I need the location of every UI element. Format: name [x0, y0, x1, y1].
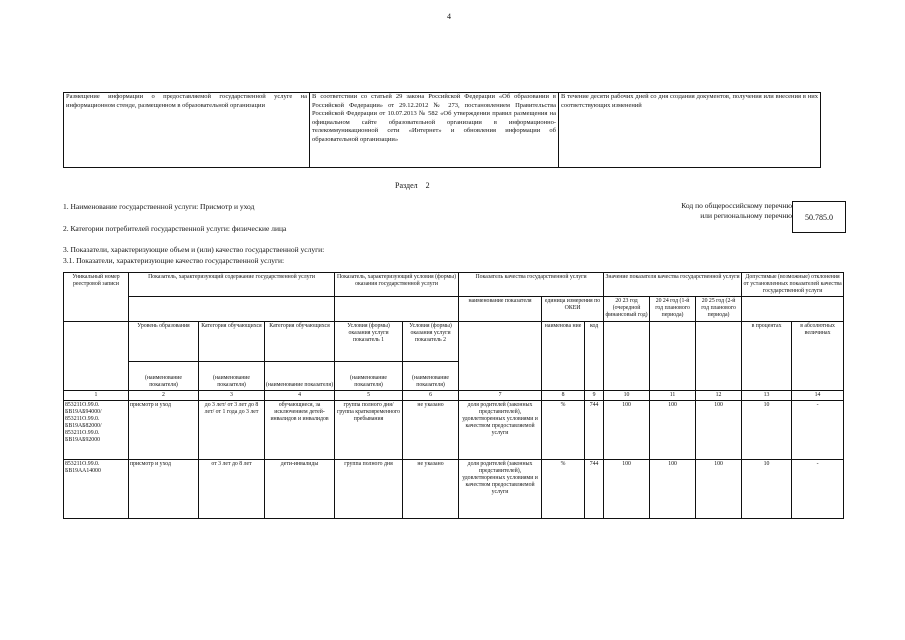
header-unit: единица измерения по ОКЕИ — [542, 297, 604, 322]
row2-unit: % — [542, 460, 585, 519]
indicators-heading: 3. Показатели, характеризующие объем и (или) качество государственной услуги: — [63, 245, 325, 254]
header-values: Значение показателя качества государственной услуги — [604, 273, 742, 297]
header-year-3: 20 25 год (2-й год планового периода) — [696, 297, 742, 322]
row2-absolute: - — [792, 460, 844, 519]
col-number: 10 — [604, 391, 650, 401]
table-row — [64, 460, 844, 519]
unique-number-spacer — [64, 322, 129, 391]
row2-registry-number: 853211О.99.0. БВ19АА14000 — [64, 460, 129, 519]
col-number: 5 — [335, 391, 403, 401]
table-row — [64, 273, 844, 297]
row1-category: обучающиеся, за исключением детей-инвалидов и инвалидов — [265, 401, 335, 460]
header-unit-code: код — [585, 322, 604, 391]
service-name: 1. Наименование государственной услуги: Присмотр и уход — [63, 202, 255, 211]
year-2-spacer — [650, 322, 696, 391]
row1-value-1: 100 — [604, 401, 650, 460]
row2-category: дети-инвалиды — [265, 460, 335, 519]
table-row — [64, 401, 844, 460]
column-numbers-row — [64, 391, 844, 401]
info-table — [63, 92, 821, 168]
row1-value-3: 100 — [696, 401, 742, 460]
row1-absolute: - — [792, 401, 844, 460]
row2-value-2: 100 — [650, 460, 696, 519]
row2-value-3: 100 — [696, 460, 742, 519]
header-level: Уровень образования — [129, 322, 199, 362]
col-number: 4 — [265, 391, 335, 401]
row2-indicator: доля родителей (законных представителей), удовлетворенных условиями и качеством предоставляемой услуги — [459, 460, 542, 519]
col-number: 9 — [585, 391, 604, 401]
col-number: 3 — [199, 391, 265, 401]
header-category-1: Категория обучающихся — [199, 322, 265, 362]
header-content-spacer — [129, 297, 335, 322]
header-conditions: Показатель, характеризующий условия (формы) оказания государственной услуги — [335, 273, 459, 297]
indicator-name-spacer — [459, 322, 542, 391]
col-number: 14 — [792, 391, 844, 401]
header-year-2: 20 24 год (1-й год планового периода) — [650, 297, 696, 322]
header-unit-name: наименова ние — [542, 322, 585, 391]
col-number: 6 — [403, 391, 459, 401]
row2-percent: 10 — [742, 460, 792, 519]
row1-condition-2: не указано — [403, 401, 459, 460]
row1-code: 744 — [585, 401, 604, 460]
row1-percent: 10 — [742, 401, 792, 460]
header-conditions-spacer — [335, 297, 459, 322]
header-category-2: Категория обучающихся — [265, 322, 335, 362]
info-frequency-cell: В течение десяти рабочих дней со дня создания документов, получения или внесения в них соответствующих изменений — [559, 93, 821, 168]
row1-condition-1: группа полного дня/группа кратковременного пребывания — [335, 401, 403, 460]
row2-service: присмотр и уход — [129, 460, 199, 519]
row2-value-1: 100 — [604, 460, 650, 519]
year-3-spacer — [696, 322, 742, 391]
col-number: 8 — [542, 391, 585, 401]
year-1-spacer — [604, 322, 650, 391]
col-number: 11 — [650, 391, 696, 401]
header-unique-number: Уникальный номер реестровой записи — [64, 273, 129, 322]
col-number: 12 — [696, 391, 742, 401]
col-number: 13 — [742, 391, 792, 401]
consumer-category: 2. Категории потребителей государственной услуги: физические лица — [63, 224, 287, 233]
row1-registry-number: 853211О.99.0. БВ19АБ94000/ 853211О.99.0. БВ19АБ82000/ 853211О.99.0. БВ19АБ92000 — [64, 401, 129, 460]
section-heading — [395, 181, 430, 190]
col-number: 1 — [64, 391, 129, 401]
header-condition-1: Условия (формы) оказания услуги показатель 1 — [335, 322, 403, 362]
sub-name-4: (наименование показателя) — [335, 362, 403, 391]
header-condition-2: Условия (формы) оказания услуги показатель 2 — [403, 322, 459, 362]
header-deviation: Допустимые (возможные) отклонения от установленных показателей качества государственной услуги — [742, 273, 844, 297]
row1-service: присмотр и уход — [129, 401, 199, 460]
row2-age: от 3 лет до 8 лет — [199, 460, 265, 519]
sub-name-2: (наименование показателя) — [199, 362, 265, 391]
info-content-cell: В соответствии со статьей 29 закона Российской Федерации «Об образовании в Российской Федерации» от 29.12.2012 № 273, постановлением Правительства Российской Федерации от 10.07.2013 № 582 «Об утверждении правил размещения на официальном сайте образовательной организации в информационно-телекоммуникационной сети «Интернет» и обновления информации об образовательной организации» — [310, 93, 559, 168]
quality-heading: 3.1. Показатели, характеризующие качество государственной услуги: — [63, 256, 285, 265]
row1-age: до 3 лет/ от 3 лет до 8 лет/ от 1 года до 3 лет — [199, 401, 265, 460]
header-quality: Показатель качества государственной услуги — [459, 273, 604, 297]
col-number: 7 — [459, 391, 542, 401]
header-indicator-name: наименование показателя — [459, 297, 542, 322]
page-number: 4 — [447, 12, 451, 21]
info-method-cell: Размещение информации о предоставляемой государственной услуге на информационном стенде, размещенном в образовательной организации — [64, 93, 310, 168]
header-year-1: 20 23 год (очередной финансовый год) — [604, 297, 650, 322]
row1-value-2: 100 — [650, 401, 696, 460]
quality-table — [63, 272, 844, 519]
code-value: 50.785.0 — [792, 201, 846, 233]
sub-name-1: (наименование показателя) — [129, 362, 199, 391]
col-number: 2 — [129, 391, 199, 401]
section-label: Раздел — [395, 181, 418, 190]
row2-condition-1: группа полного дня — [335, 460, 403, 519]
header-percent: в процентах — [742, 322, 792, 391]
table-row — [64, 322, 844, 362]
sub-name-3: (наименование показателя) — [265, 362, 335, 391]
header-content: Показатель, характеризующий содержание государственной услуги — [129, 273, 335, 297]
row2-condition-2: не указано — [403, 460, 459, 519]
section-number: 2 — [425, 181, 430, 190]
header-deviation-spacer — [742, 297, 844, 322]
row2-code: 744 — [585, 460, 604, 519]
header-absolute: в абсолютных величинах — [792, 322, 844, 391]
table-row — [64, 93, 821, 168]
row1-indicator: доля родителей (законных представителей), удовлетворенных условиями и качеством предоставляемой услуги — [459, 401, 542, 460]
sub-name-5: (наименование показателя) — [403, 362, 459, 391]
row1-unit: % — [542, 401, 585, 460]
code-label: Код по общероссийскому перечню или региональному перечню — [681, 201, 792, 220]
